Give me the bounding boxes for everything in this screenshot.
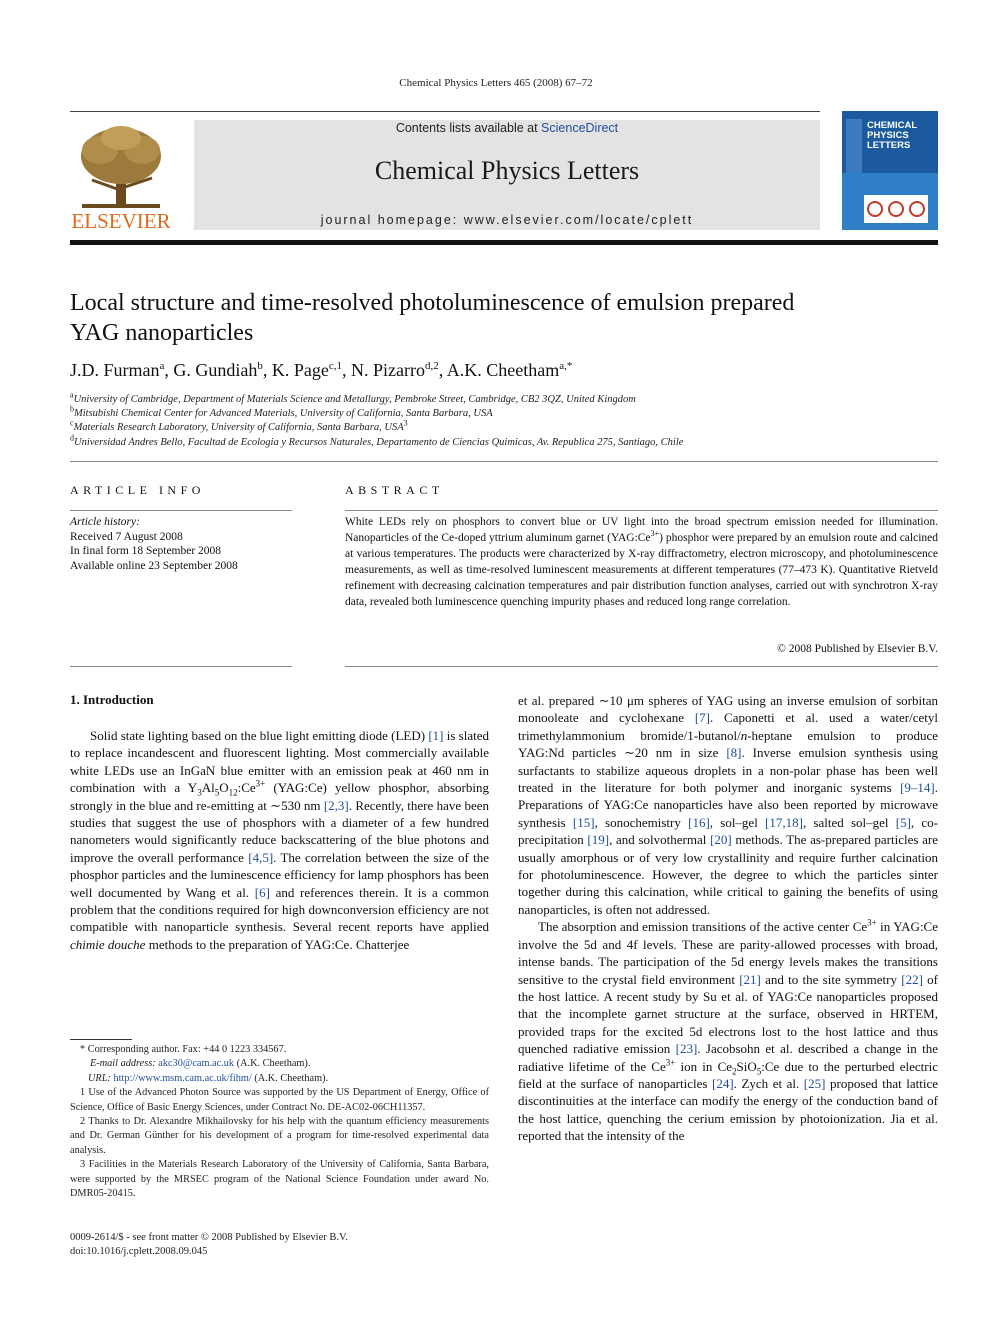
article-history xyxy=(70,515,292,573)
journal-title: Chemical Physics Letters xyxy=(374,156,640,185)
email-link[interactable]: akc30@cam.ac.uk xyxy=(158,1058,235,1070)
molecule-icon xyxy=(864,195,928,223)
front-matter xyxy=(70,1231,489,1259)
intro-column-left xyxy=(70,727,489,953)
cover-line: LETTERS xyxy=(867,140,911,151)
online-date: Available online 23 September 2008 xyxy=(70,559,238,572)
citation-link[interactable]: [15] xyxy=(572,814,595,830)
title-line: Local structure and time-resolved photoluminescence of emulsion prepared xyxy=(70,290,795,316)
author-list xyxy=(70,360,930,381)
title-line: YAG nanoparticles xyxy=(70,320,254,346)
affiliation: $^c$Materials Research Laboratory, University of California, Santa Barbara, USA$^3$ xyxy=(70,418,408,433)
citation-link[interactable]: [1] xyxy=(428,728,444,743)
article-info-heading: ARTICLE INFO xyxy=(70,483,205,497)
final-form-date: In final form 18 September 2008 xyxy=(70,545,222,557)
received-date: Received 7 August 2008 xyxy=(70,530,183,543)
cover-title xyxy=(867,121,917,151)
footnotes xyxy=(70,1043,489,1201)
affiliation: $^a$University of Cambridge, Department of Materials Science and Metallurgy, Pembroke Street, Cambridge, CB2 3QZ, United Kingdom xyxy=(70,390,636,405)
cover-line: CHEMICAL xyxy=(867,120,918,131)
article-info-bottom-divider xyxy=(70,666,292,667)
citation-link[interactable]: [17,18] xyxy=(765,814,803,830)
affiliation: $^b$Mitsubishi Chemical Center for Advanced Materials, University of California, Santa Barbara, USA xyxy=(70,404,493,419)
citation-link[interactable]: [19] xyxy=(587,832,610,848)
journal-homepage[interactable]: journal homepage: www.elsevier.com/locate/cplett xyxy=(320,213,694,227)
citation-link[interactable]: [21] xyxy=(739,971,761,987)
sciencedirect-link[interactable]: ScienceDirect xyxy=(541,121,619,135)
header-divider xyxy=(70,111,820,112)
abstract-divider xyxy=(345,510,938,511)
author[interactable]: N. Pizarro$^{d,2}$, xyxy=(351,360,447,380)
author[interactable]: J.D. Furman$^a$, xyxy=(70,360,174,380)
history-label: Article history: xyxy=(70,516,140,528)
citation-link[interactable]: [25] xyxy=(803,1075,826,1091)
abstract-copyright: © 2008 Published by Elsevier B.V. xyxy=(777,643,938,655)
paragraph: The absorption and emission transitions of the active center $Ce^{3+}$ in YAG:Ce involve the 5d and 4f levels. These are parity-allowed processes with broad, intense bands. The participation of the 5d energy levels makes the transitions sensitive to the crystal field environment [21] and to the site symmetry [22] of the host lattice. A recent study by Su et al. of YAG:Ce nanoparticles proposed that the incomplete garnet structure at the surface, observed in HRTEM, provided traps for the excited 5d electrons lost to the host lattice and thus quenched radiative emission [23]. Jacobsohn et al. described a change in the radiative lifetime of the $Ce^{3+}$ ion in $Ce_2SiO_5:Ce$ due to the perturbed electric field at the surface of nanoparticles [24]. Zych et al. [25] proposed that lattice discontinuities at the interface can modify the energy of the conduction band of the host lattice, quenching the cerium emission by photoionization. Jia et al. reported that the intensity of the xyxy=(518,917,939,1144)
journal-cover xyxy=(842,111,938,230)
article-title xyxy=(70,288,930,348)
author[interactable]: K. Page$^{c,1}$, xyxy=(271,360,352,380)
cover-line: PHYSICS xyxy=(867,130,909,141)
citation-link[interactable]: [4,5] xyxy=(248,849,274,865)
citation-link[interactable]: [2,3] xyxy=(323,797,349,813)
doi-line[interactable]: doi:10.1016/j.cplett.2008.09.045 xyxy=(70,1246,208,1257)
footnote-corresponding: * Corresponding author. Fax: +44 0 1223 334567. xyxy=(80,1044,287,1055)
footnote-divider xyxy=(70,1039,132,1040)
citation-link[interactable]: [16] xyxy=(688,814,710,830)
paragraph: et al. prepared ∼10 μm spheres of YAG using an inverse emulsion of sorbitan monooleate and cyclohexane [7]. Caponetti et al. used a water/cetyl trimethylammonium bromide/1-butanol/n-heptane emulsion to produce YAG:Nd particles ∼20 nm in size [8]. Inverse emulsion synthesis using surfactants to stabilize aqueous droplets in a non-polar phase has been well treated in the literature for both polymer and inorganic systems [9–14]. Preparations of YAG:Ce nanoparticles have also been reported by microwave synthesis [15], sonochemistry [16], sol–gel [17,18], salted sol–gel [5], co-precipitation [19], and solvothermal [20] methods. The as-prepared particles are usually amorphous or of very low crystallinity and require further calcination for photoluminescence. However, the degree to which the particles sinter together during this calcination, while critical to gaining the benefits of using nanoparticles, is often not addressed. xyxy=(518,693,939,917)
url-link[interactable]: http://www.msm.cam.ac.uk/fihm/ xyxy=(113,1072,252,1084)
intro-column-right xyxy=(518,692,938,1145)
footnote-2: 2 Thanks to Dr. Alexandre Mikhailovsky for his help with the quantum efficiency measurements and Dr. German Günther for his development of a program for time-resolved experimental data analysis. xyxy=(70,1116,489,1156)
affiliation: $^d$Universidad Andres Bello, Facultad de Ecologia y Recursos Naturales, Departamento de Ciencias Quimicas, Av. Republica 275, Santiago, Chile xyxy=(70,433,684,448)
citation-link[interactable]: [22] xyxy=(901,971,923,987)
abstract-heading: ABSTRACT xyxy=(345,483,444,497)
footnote-1: 1 Use of the Advanced Photon Source was supported by the US Department of Energy, Office of Science, Office of Basic Energy Sciences, under Contract No. DE-AC02-06CH11357. xyxy=(70,1087,489,1113)
author[interactable]: A.K. Cheetham$^{a,*}$ xyxy=(446,360,573,380)
header-rule xyxy=(70,240,938,245)
elsevier-tree-icon xyxy=(70,120,172,232)
citation-link[interactable]: [5] xyxy=(895,814,911,830)
citation-link[interactable]: [23] xyxy=(675,1041,698,1057)
article-info-divider xyxy=(70,510,292,511)
elsevier-logo xyxy=(70,120,172,232)
contents-prefix: Contents lists available at xyxy=(395,121,542,135)
affiliation-divider xyxy=(70,461,938,462)
journal-citation: Chemical Physics Letters 465 (2008) 67–72 xyxy=(399,77,593,89)
citation-link[interactable]: [7] xyxy=(694,710,710,726)
citation-link[interactable]: [8] xyxy=(726,745,742,761)
citation-link[interactable]: [24] xyxy=(711,1075,734,1091)
contents-line xyxy=(194,121,820,135)
footnote-url: URL: http://www.msm.cam.ac.uk/fihm/ (A.K. Cheetham). xyxy=(88,1072,329,1084)
issn-line: 0009-2614/$ - see front matter © 2008 Published by Elsevier B.V. xyxy=(70,1232,348,1243)
abstract-bottom-divider xyxy=(345,666,938,667)
paragraph: Solid state lighting based on the blue light emitting diode (LED) [1] is slated to replace incandescent and fluorescent lighting. Most commercially available white LEDs use an InGaN blue emitter with an emission peak at 460 nm in combination with a $Y_3Al_5O_{12}:Ce^{3+}$ (YAG:Ce) yellow phosphor, absorbing strongly in the blue and re-emitting at ∼530 nm [2,3]. Recently, there have been studies that suggest the use of phosphors with a diameter of a few hundred nanometers would significantly reduce backscattering of the blue photons and improve the overall performance [4,5]. The correlation between the size of the phosphor particles and the luminescence efficiency for lamp phosphors has been well documented by Wang et al. [6] and references therein. It is a common problem that the conditions required for high downconversion efficiency are not compatible with nanoparticle synthesis. Several recent reports have applied chimie douche methods to the preparation of YAG:Ce. Chatterjee xyxy=(70,728,489,952)
svg-text:ELSEVIER: ELSEVIER xyxy=(71,209,171,232)
citation-link[interactable]: [6] xyxy=(254,884,270,900)
citation-link[interactable]: [9–14] xyxy=(900,780,935,796)
citation-link[interactable]: [20] xyxy=(710,832,732,848)
section-heading-introduction: 1. Introduction xyxy=(70,692,154,707)
abstract-text: White LEDs rely on phosphors to convert blue or UV light into the broad spectrum emission needed for illumination. Nanoparticles of the Ce-doped yttrium aluminum garnet $(YAG:Ce^{3+})$ phosphor were prepared by an emulsion route and calcined at various temperatures. The products were characterized by X-ray diffractometry, electron microscopy, and photoluminescence measurements, as well as time-resolved luminescent measurements at different temperatures (77–473 K). Quantitative Rietveld refinement with decreasing calcination temperatures and pair distribution function analyses, carried out with synchrotron X-ray data, revealed both luminescence quenching impurity phases and reduced long range correlation. xyxy=(345,516,938,608)
footnote-3: 3 Facilities in the Materials Research Laboratory of the University of California, Santa Barbara, were supported by the MRSEC program of the National Science Foundation under award No. DMR05-20415. xyxy=(70,1159,489,1200)
footnote-email: E-mail address: akc30@cam.ac.uk (A.K. Cheetham). xyxy=(90,1058,311,1070)
author[interactable]: G. Gundiah$^b$, xyxy=(173,360,272,380)
